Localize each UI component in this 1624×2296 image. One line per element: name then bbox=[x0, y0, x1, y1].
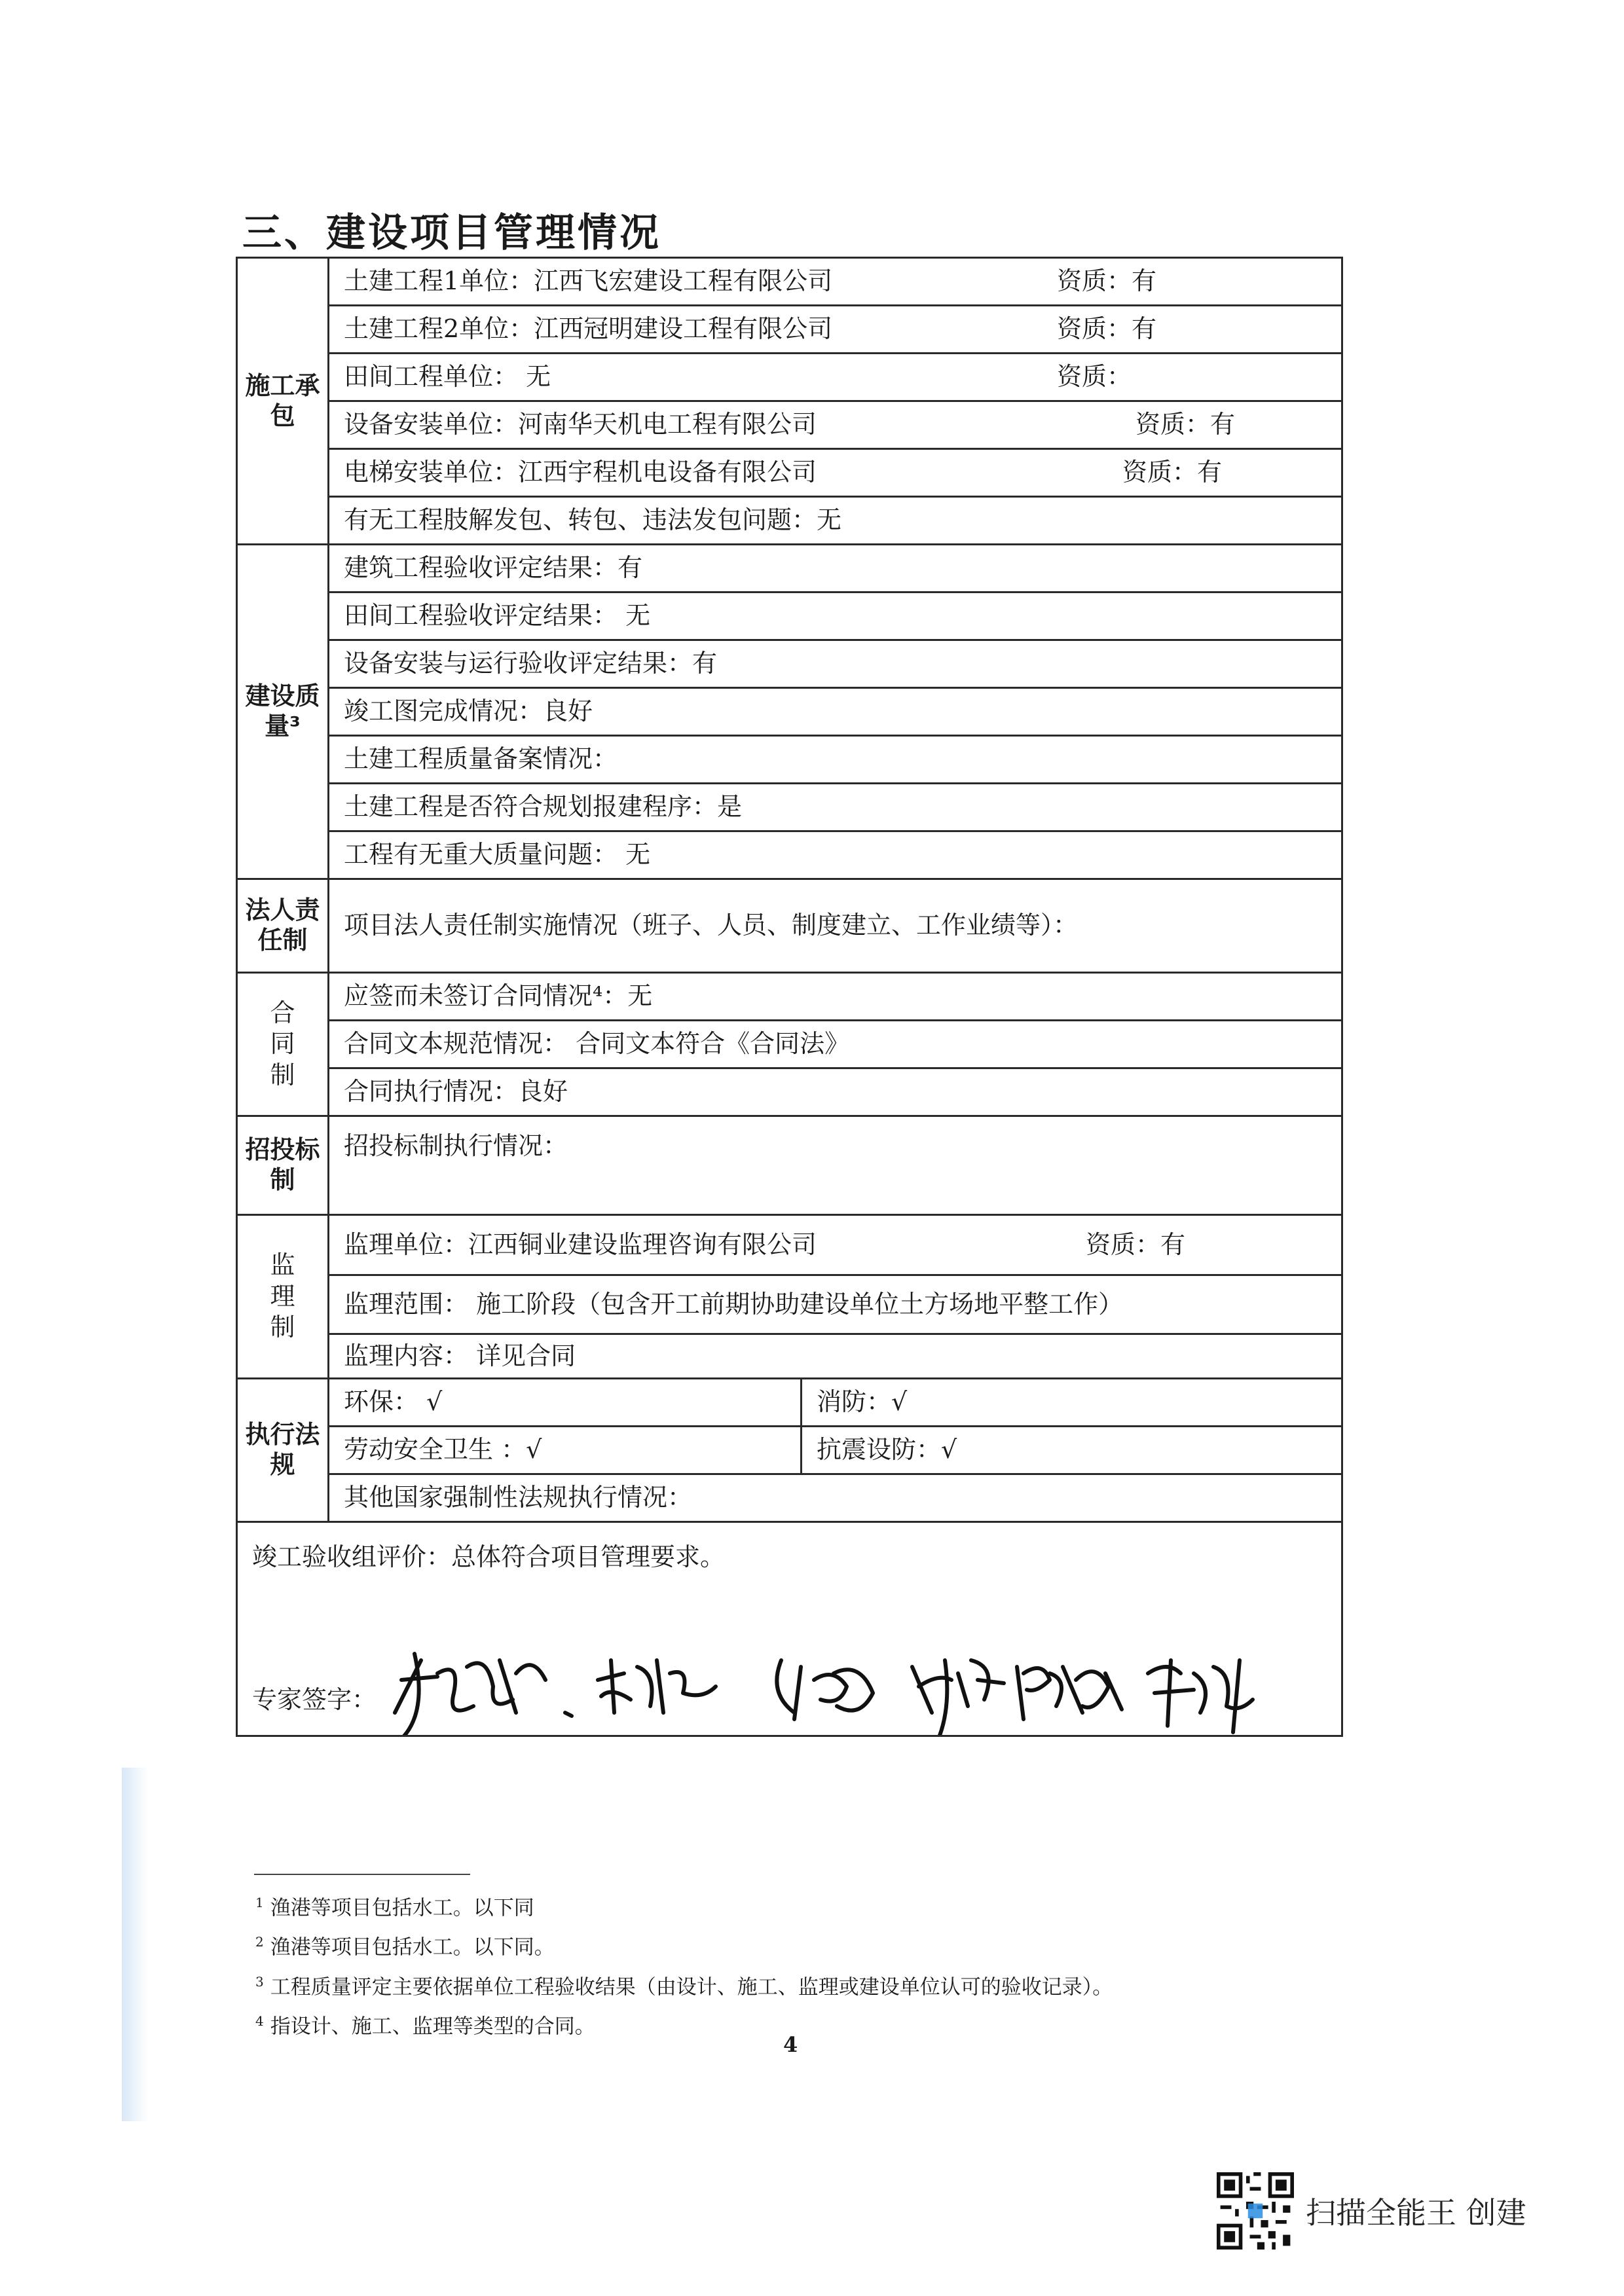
footnotes bbox=[255, 1886, 1113, 2043]
expert-signature-label: 专家签字： bbox=[252, 1685, 377, 1715]
label-supervision: 监理制 bbox=[270, 1250, 295, 1342]
contractor-2-qual: 资质：有 bbox=[1057, 314, 1157, 344]
supervisor-qual: 资质：有 bbox=[1086, 1230, 1186, 1259]
expert-signatures bbox=[375, 1634, 1342, 1736]
field-contractor: 田间工程单位： 无 bbox=[344, 362, 551, 392]
section-title: 三、建设项目管理情况 bbox=[242, 210, 661, 256]
supervisor: 监理单位：江西铜业建设监理咨询有限公司 bbox=[344, 1230, 817, 1259]
quality-row-6: 土建工程是否符合规划报建程序：是 bbox=[329, 784, 1342, 831]
label-construction: 施工承包 bbox=[237, 258, 329, 545]
quality-row-1: 建筑工程验收评定结果：有 bbox=[329, 545, 1342, 592]
qr-code-icon bbox=[1217, 2172, 1294, 2250]
footnote-1: $^1$ 渔港等项目包括水工。以下同 bbox=[255, 1895, 534, 1920]
quality-row-2: 田间工程验收评定结果： 无 bbox=[329, 592, 1342, 640]
label-legal-person: 法人责任制 bbox=[237, 879, 329, 973]
field-contractor-qual: 资质： bbox=[1057, 362, 1132, 392]
quality-row-3: 设备安装与运行验收评定结果：有 bbox=[329, 640, 1342, 688]
contract-row-2: 合同文本规范情况： 合同文本符合《合同法》 bbox=[329, 1021, 1342, 1068]
subcontract-issue: 有无工程肢解发包、转包、违法发包问题：无 bbox=[329, 497, 1342, 545]
elevator-contractor: 电梯安装单位：江西宇程机电设备有限公司 bbox=[344, 458, 817, 487]
equipment-contractor: 设备安装单位：河南华天机电工程有限公司 bbox=[344, 410, 817, 439]
equipment-contractor-qual: 资质：有 bbox=[1135, 410, 1236, 439]
label-regulations: 执行法规 bbox=[237, 1379, 329, 1522]
page-number: 4 bbox=[783, 2032, 798, 2057]
footnote-2: $^2$ 渔港等项目包括水工。以下同。 bbox=[255, 1934, 555, 1959]
legal-person-text: 项目法人责任制实施情况（班子、人员、制度建立、工作业绩等）： bbox=[329, 879, 1342, 973]
footnote-4: $^4$ 指设计、施工、监理等类型的合同。 bbox=[255, 2013, 595, 2039]
scanner-watermark bbox=[1217, 2172, 1526, 2250]
label-bidding: 招投标制 bbox=[237, 1116, 329, 1215]
label-quality: 建设质量³ bbox=[237, 545, 329, 879]
elevator-contractor-qual: 资质：有 bbox=[1122, 458, 1223, 487]
scan-edge-shadow bbox=[122, 1768, 149, 2121]
completion-evaluation: 竣工验收组评价：总体符合项目管理要求。 bbox=[252, 1542, 726, 1571]
quality-row-4: 竣工图完成情况：良好 bbox=[329, 688, 1342, 736]
supervision-content: 监理内容： 详见合同 bbox=[329, 1334, 1342, 1379]
contract-row-3: 合同执行情况：良好 bbox=[329, 1068, 1342, 1116]
contractor-1: 土建工程1单位：江西飞宏建设工程有限公司 bbox=[344, 266, 833, 296]
reg-environment: 环保： √ bbox=[329, 1379, 802, 1427]
quality-row-5: 土建工程质量备案情况： bbox=[329, 736, 1342, 784]
reg-other: 其他国家强制性法规执行情况： bbox=[329, 1474, 1342, 1522]
project-management-table bbox=[236, 257, 1343, 1737]
footnote-3: $^3$ 工程质量评定主要依据单位工程验收结果（由设计、施工、监理或建设单位认可的验收记录）。 bbox=[255, 1973, 1113, 1999]
contract-row-1: 应签而未签订合同情况⁴：无 bbox=[329, 973, 1342, 1021]
supervision-scope: 监理范围： 施工阶段（包含开工前期协助建设单位土方场地平整工作） bbox=[329, 1275, 1342, 1334]
expert-signature-names bbox=[252, 1532, 253, 1533]
bidding-text: 招投标制执行情况： bbox=[329, 1116, 1342, 1215]
contractor-2: 土建工程2单位：江西冠明建设工程有限公司 bbox=[344, 314, 833, 344]
contractor-1-qual: 资质：有 bbox=[1057, 266, 1157, 296]
quality-row-7: 工程有无重大质量问题： 无 bbox=[329, 831, 1342, 879]
reg-fire: 消防：√ bbox=[802, 1379, 1342, 1427]
scanner-brand-text: 扫描全能王 创建 bbox=[1306, 2195, 1526, 2231]
reg-labor-safety: 劳动安全卫生 ：√ bbox=[329, 1427, 802, 1474]
label-contract: 合同制 bbox=[270, 998, 295, 1089]
reg-seismic: 抗震设防：√ bbox=[802, 1427, 1342, 1474]
footnote-separator bbox=[254, 1874, 470, 1875]
